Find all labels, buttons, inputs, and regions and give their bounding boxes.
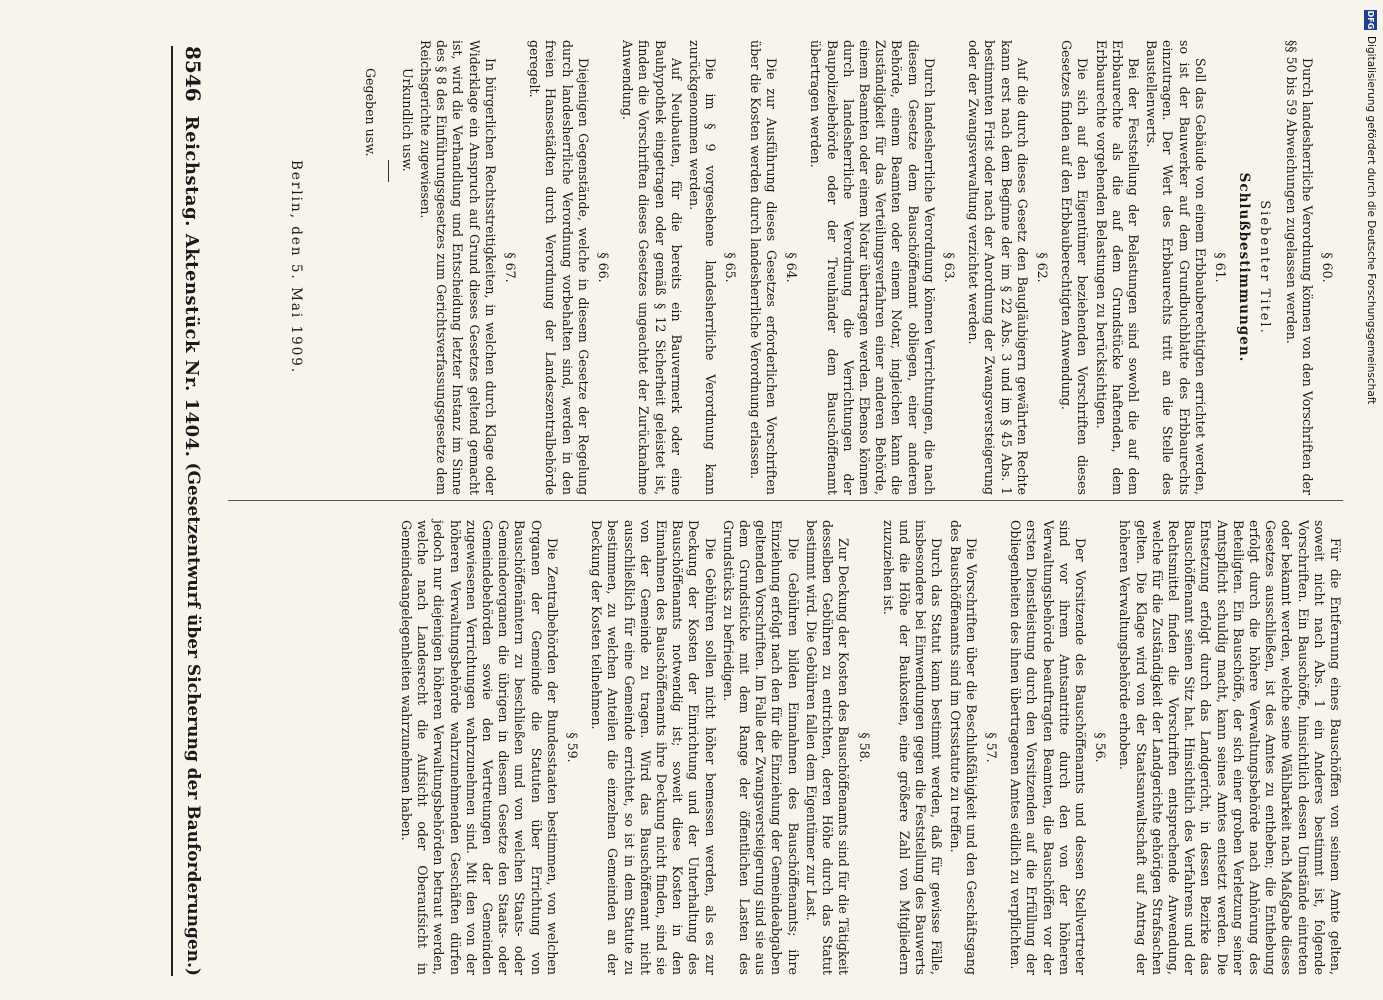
page-number: 8546	[181, 46, 205, 102]
document-date: Berlin, den 5. Mai 1909.	[288, 160, 305, 375]
left-column	[228, 520, 1343, 975]
paragraph: Die im § 9 vorgesehene landesherrliche Verordnung kann zurückgenommen werden.	[687, 40, 719, 495]
document-subtitle: (Gesetzentwurf über Sicherung der Bauforderungen.)	[183, 462, 203, 976]
paragraph: Der Vorsitzende des Bauschöffenamts und dessen Stellvertreter sind vor ihrem Amtsantritte durch den von der höheren Verwaltungsbehörde beauftragten Beamten, die Bauschöffen vor der ersten Dienstleistung durch den Vorsitzenden auf die Erfüllung der Obliegenheiten des ihnen übertragenen Amtes eidlich zu verpflichten.	[1008, 520, 1088, 975]
title-heading: Schlußbestimmungen.	[1236, 172, 1253, 363]
section-heading: § 62.	[1034, 252, 1050, 283]
paragraph: Die sich auf den Eigentümer beziehenden Vorschriften dieses Gesetzes finden auf den Erbbauberechtigten Anwendung.	[1059, 40, 1091, 495]
paragraph: Die Zentralbehörden der Bundesstaaten bestimmen, von welchen Organen der Gemeinde die Statuten über Errichtung von Bauschöffenämtern zu beschließen und von welchen Staats- oder Gemeindeorganen die übrigen in diesem Gesetze den Staats- oder Gemeindebehörden sowie den Vertretungen der Gemeinden zugewiesenen Verrichtungen wahrzunehmen sind. Mit den von der höheren Verwaltungsbehörde wahrzunehmenden Geschäften dürfen jedoch nur diejenigen höheren Verwaltungsbehörden betraut werden, welche nach Landesrecht die Aufsicht oder Oberaufsicht in Gemeindeangelegenheiten wahrzunehmen haben.	[399, 520, 560, 975]
publication-title: Reichstag. Aktenstück Nr. 1404.	[181, 115, 202, 458]
column-divider	[228, 500, 1343, 501]
digitization-note: Digitalisierung gefördert durch die Deutsche Forschungsgemeinschaft	[1365, 36, 1377, 405]
section-heading: § 67.	[503, 252, 519, 283]
section-heading: § 64.	[784, 252, 800, 283]
paragraph: Die Gebühren bilden Einnahmen des Bauschöffenamts; ihre Einziehung erfolgt nach den für die Einziehung der Gemeindeabgaben geltenden Vorschriften. Im Falle der Zwangsversteigerung sind sie aus dem Grundstücke mit dem Range der öffentlichen Lasten des Grundstücks zu befriedigen.	[720, 520, 801, 975]
paragraph: Zur Deckung der Kosten des Bauschöffenamts sind für die Tätigkeit desselben Gebühren zu entrichten, deren Höhe durch das Statut bestimmt wird. Die Gebühren fallen dem Eigentümer zur Last.	[803, 520, 852, 975]
right-column	[228, 40, 1343, 495]
paragraph: Die Gebühren sollen nicht höher bemessen werden, als es zur Deckung der Kosten der Einrichtung und der Unterhaltung des Bauschöffenamts notwendig ist; soweit diese Kosten in den Einnahmen des Bauschöffenamts ihre Deckung nicht finden, sind sie von der Gemeinde zu tragen. Wird das Bauschöffenamt nicht ausschließlich für eine Gemeinde errichtet, so ist in dem Statute zu bestimmen, zu welchen Anteilen die einzelnen Gemeinden an der Deckung der Kosten teilnehmen.	[589, 520, 718, 975]
paragraph: In bürgerlichen Rechtsstreitigkeiten, in welchen durch Klage oder Widerklage ein Anspruch auf Grund dieses Gesetzes geltend gemacht ist, wird die Verhandlung und Entscheidung letzter Instanz im Sinne des § 8 des Einführungsgesetzes zum Gerichtsverfassungsgesetze dem Reichsgerichte zugewiesen.	[418, 40, 498, 495]
paragraph: Die zur Ausführung dieses Gesetzes erforderlichen Vorschriften über die Kosten werden durch landesherrliche Verordnung erlassen.	[747, 40, 779, 495]
paragraph: Die Vorschriften über die Beschlußfähigkeit und den Geschäftsgang des Bauschöffenamts sind im Ortsstatute zu treffen.	[947, 520, 979, 975]
paragraph: Diejenigen Gegenstände, welche in diesem Gesetze der Regelung durch landesherrliche Verordnung vorbehalten sind, werden in den freien Hansestädten durch Verordnung der Landeszentralbehörde geregelt.	[527, 40, 591, 495]
page-header	[171, 46, 213, 976]
paragraph: Durch landesherrliche Verordnung können Verrichtungen, die nach diesem Gesetze dem Bauschöffenamt obliegen, einer anderen Behörde, einem Beamten oder einem Notar, ingleichen kann die Zuständigkeit für das Verteilungsverfahren einer anderen Behörde, einem Beamten oder einem Notar übertragen werden. Ebenso können durch landesherrliche Verordnung die Verrichtungen der Baupolizeibehörde oder der Treuhänder dem Bauschöffenamt übertragen werden.	[808, 40, 937, 495]
paragraph: Durch das Statut kann bestimmt werden, daß für gewisse Fälle, insbesondere bei Einwendungen gegen die Feststellung des Bauwerts und die Höhe der Baukosten, eine größere Zahl von Mitgliedern zuzuziehen ist.	[880, 520, 945, 975]
paragraph: Auf die durch dieses Gesetz den Baugläubigern gewährten Rechte kann erst nach dem Beginne der im § 22 Abs. 3 und im § 45 Abs. 1 bestimmten Frist oder nach der Anordnung der Zwangsversteigerung oder der Zwangsverwaltung verzichtet werden.	[966, 40, 1030, 495]
section-heading: § 60.	[1320, 252, 1335, 283]
paragraph: Soll das Gebäude von einem Erbbauberechtigten errichtet werden, so ist der Bauwerker auf dem Grundbuchblatte des Erbbaurechts einzutragen. Der Wert des Erbbaurechts tritt an die Stelle des Baustellenwerts.	[1144, 40, 1208, 495]
paragraph: Bei der Feststellung der Belastungen sind sowohl die auf dem Erbbaurechte als die auf dem Grundstücke haftenden, dem Erbbaurechte vorgehenden Belastungen zu berücksichtigen.	[1093, 40, 1141, 495]
section-heading: § 63.	[941, 252, 957, 283]
paragraph: Für die Entfernung eines Bauschöffen von seinem Amte gelten, soweit nicht nach Abs. 1 ein Anderes bestimmt ist, folgende Vorschriften. Ein Bauschöffe, hinsichtlich dessen Umstände eintreten oder bekannt werden, welche seine Wählbarkeit nach Maßgabe dieses Gesetzes ausschließen, ist des Amtes zu entheben; die Enthebung erfolgt durch die höhere Verwaltungsbehörde nach Anhörung des Beteiligten. Ein Bauschöffe, der sich einer groben Verletzung seiner Amtspflicht schuldig macht, kann seines Amtes entsetzt werden. Die Entsetzung erfolgt durch das Landgericht, in dessen Bezirke das Bauschöffenamt seinen Sitz hat. Hinsichtlich des Verfahrens und der Rechtsmittel finden die Vorschriften entsprechende Anwendung, welche für die Zuständigkeit der Landgerichte gehörigen Strafsachen gelten. Die Klage wird von der Staatsanwaltschaft auf Antrag der höheren Verwaltungsbehörde erhoben.	[1117, 520, 1343, 975]
paragraph: Auf Neubauten, für die bereits ein Bauvermerk oder eine Bauhypothek eingetragen oder gemäß § 12 Sicherheit geleistet ist, finden die Vorschriften dieses Gesetzes ungeachtet der Zurücknahme Anwendung.	[620, 40, 684, 495]
signoff-line: Gegeben usw.	[363, 68, 379, 157]
dfg-logo: DFG	[1366, 10, 1376, 30]
paragraph: Durch landesherrliche Verordnung können von den Vorschriften der §§ 50 bis 59 Abweichungen zugelassen werden.	[1283, 40, 1315, 495]
section-heading: § 57.	[983, 732, 999, 763]
section-heading: § 65.	[723, 252, 739, 283]
signoff-rule	[380, 40, 396, 495]
section-heading: § 58.	[856, 732, 872, 763]
section-heading: § 59.	[565, 732, 581, 763]
digitization-credit	[1359, 0, 1383, 1000]
section-heading: § 66.	[596, 252, 612, 283]
title-number: Siebenter Titel.	[1257, 200, 1273, 335]
signoff-line: Urkundlich usw.	[399, 68, 415, 172]
section-heading: § 56.	[1093, 732, 1109, 763]
section-heading: § 61.	[1212, 252, 1228, 283]
